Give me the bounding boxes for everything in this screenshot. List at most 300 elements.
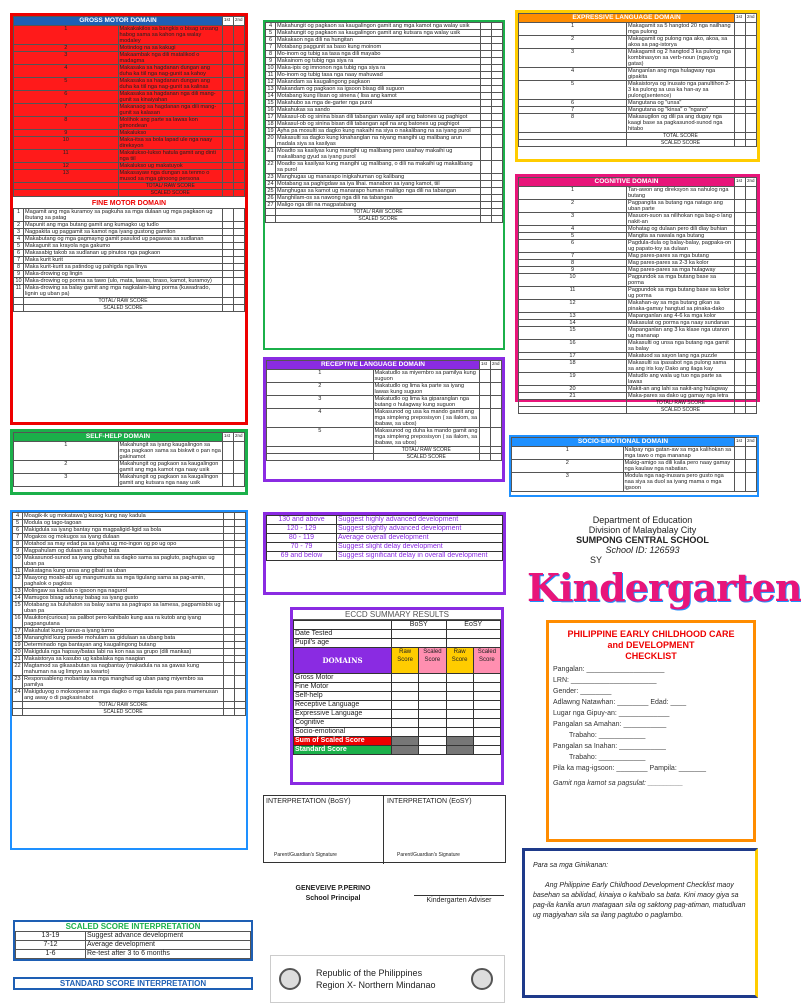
score-1st-cell[interactable]	[223, 130, 234, 137]
item-number: 4	[14, 236, 24, 243]
item-text: Moadto sa kasilyas kung mangihi ug malibang pero usahay makaihi ug makalibang gyud sa iyang purol	[276, 148, 481, 161]
score-1st-cell[interactable]	[481, 30, 492, 37]
score-2nd-cell[interactable]	[234, 104, 245, 117]
score-1st-cell[interactable]	[223, 278, 234, 285]
score-1st-cell[interactable]	[481, 72, 492, 79]
score-1st-cell[interactable]	[735, 114, 746, 133]
item-text: Makahungit sa iyang kaugalingon sa mga pagkaon sama sa biskwit o pan nga gakinamot	[119, 442, 221, 460]
score-2nd-cell[interactable]	[746, 393, 757, 400]
score-1st-cell[interactable]	[223, 65, 234, 78]
scaled-cell[interactable]	[419, 728, 446, 737]
score-1st-cell[interactable]	[224, 520, 235, 527]
item-text: Motindog na sa kakugi	[118, 45, 223, 52]
score-2nd-cell[interactable]	[235, 568, 246, 575]
score-2nd-cell[interactable]	[235, 588, 246, 595]
score-2nd-cell[interactable]	[234, 26, 245, 45]
score-2nd-cell[interactable]	[234, 209, 245, 222]
score-2nd-cell[interactable]	[492, 202, 503, 209]
score-2nd-cell[interactable]	[746, 213, 757, 226]
score-1st-cell[interactable]	[223, 170, 234, 183]
score-1st-cell[interactable]	[223, 229, 234, 236]
score-1st-cell[interactable]	[735, 313, 746, 320]
score-1st-cell[interactable]	[735, 226, 746, 233]
score-2nd-cell[interactable]	[234, 163, 245, 170]
score-2nd-cell[interactable]	[491, 370, 502, 383]
score-1st-cell[interactable]	[481, 58, 492, 65]
score-1st-cell[interactable]	[735, 100, 746, 107]
scaled-cell[interactable]	[473, 728, 500, 737]
domain-title: EXPRESSIVE LANGUAGE DOMAIN	[519, 14, 735, 23]
score-1st-cell[interactable]	[481, 181, 492, 188]
score-1st-cell[interactable]	[481, 195, 492, 202]
score-2nd-cell[interactable]	[234, 285, 245, 298]
score-2nd-cell[interactable]	[746, 267, 757, 274]
score-2nd-cell[interactable]	[492, 174, 503, 181]
score-2nd-cell[interactable]	[235, 642, 246, 649]
item-number: 4	[13, 513, 23, 520]
score-1st-cell[interactable]	[481, 86, 492, 93]
score-2nd-cell[interactable]	[235, 628, 246, 635]
item-number: 2	[512, 460, 624, 473]
score-2nd-cell[interactable]	[492, 188, 503, 195]
score-1st-cell[interactable]	[224, 548, 235, 555]
score-2nd-cell[interactable]	[746, 226, 757, 233]
item-number: 14	[519, 320, 627, 327]
score-1st-cell[interactable]	[481, 202, 492, 209]
score-1st-cell[interactable]	[735, 68, 746, 81]
checklist-row	[14, 285, 245, 298]
score-1st-cell[interactable]	[224, 575, 235, 588]
score-1st-cell[interactable]	[735, 473, 746, 492]
score-2nd-cell[interactable]	[234, 78, 245, 91]
score-1st-cell[interactable]	[481, 23, 492, 30]
score-2nd-cell[interactable]	[492, 135, 503, 148]
receptive-box	[263, 357, 505, 482]
score-1st-cell[interactable]	[735, 23, 746, 36]
raw-cell[interactable]	[392, 710, 419, 719]
score-1st-cell[interactable]	[735, 36, 746, 49]
age-eosy-cell[interactable]	[446, 639, 501, 648]
score-1st-cell[interactable]	[223, 117, 234, 130]
score-2nd-cell[interactable]	[746, 68, 757, 81]
score-1st-cell[interactable]	[481, 107, 492, 114]
score-1st-cell[interactable]	[735, 260, 746, 267]
score-2nd-cell[interactable]	[235, 602, 246, 615]
score-1st-cell[interactable]	[224, 676, 235, 689]
score-1st-cell[interactable]	[735, 340, 746, 353]
score-1st-cell[interactable]	[480, 409, 491, 428]
sy-label: SY	[590, 555, 603, 565]
score-2nd-cell[interactable]	[746, 360, 757, 373]
raw-cell[interactable]	[446, 719, 473, 728]
score-2nd-cell[interactable]	[234, 257, 245, 264]
score-1st-cell[interactable]	[481, 114, 492, 121]
scaled-cell[interactable]	[419, 710, 446, 719]
footer-line2: Region X- Northern Mindanao	[316, 980, 436, 990]
score-2nd-cell[interactable]	[235, 663, 246, 676]
date-eosy-cell[interactable]	[446, 630, 501, 639]
item-text: Mo-inom og tubig sa tasa nga dili mayabo	[276, 51, 481, 58]
score-1st-cell[interactable]	[735, 253, 746, 260]
score-1st-cell[interactable]	[224, 649, 235, 656]
score-2nd-cell[interactable]	[234, 243, 245, 250]
score-1st-cell[interactable]	[223, 257, 234, 264]
score-2nd-cell[interactable]	[492, 128, 503, 135]
score-1st-cell[interactable]	[735, 393, 746, 400]
score-2nd-cell[interactable]	[492, 121, 503, 128]
item-text: Makasulat og porma nga naay sundanan	[627, 320, 735, 327]
score-2nd-cell[interactable]	[746, 287, 757, 300]
score-1st-cell[interactable]	[224, 615, 235, 628]
score-1st-cell[interactable]	[735, 300, 746, 313]
score-1st-cell[interactable]	[224, 663, 235, 676]
score-1st-cell[interactable]	[224, 595, 235, 602]
score-2nd-cell[interactable]	[234, 222, 245, 229]
score-2nd-cell[interactable]	[234, 170, 245, 183]
score-2nd-cell[interactable]	[234, 442, 245, 461]
raw-cell[interactable]	[446, 701, 473, 710]
score-2nd-cell[interactable]	[234, 130, 245, 137]
score-1st-cell[interactable]	[481, 188, 492, 195]
score-2nd-cell[interactable]	[234, 264, 245, 271]
item-number: 3	[14, 52, 119, 65]
score-2nd-cell[interactable]	[746, 107, 757, 114]
score-2nd-cell[interactable]	[492, 44, 503, 51]
score-1st-cell[interactable]	[481, 44, 492, 51]
score-1st-cell[interactable]	[735, 240, 746, 253]
item-text: Motabang paggunit sa baso kung moinom	[276, 44, 481, 51]
score-2nd-cell[interactable]	[492, 86, 503, 93]
score-2nd-cell[interactable]	[235, 534, 246, 541]
score-2nd-cell[interactable]	[492, 161, 503, 174]
score-2nd-cell[interactable]	[746, 187, 757, 200]
score-2nd-cell[interactable]	[234, 474, 245, 487]
score-1st-cell[interactable]	[224, 656, 235, 663]
score-1st-cell[interactable]	[481, 161, 492, 174]
checklist-row	[266, 195, 503, 202]
score-2nd-cell[interactable]	[746, 313, 757, 320]
scaled-cell[interactable]	[473, 692, 500, 701]
checklist-row	[13, 575, 246, 588]
score-2nd-cell[interactable]	[746, 373, 757, 386]
scaled-cell[interactable]	[473, 719, 500, 728]
score-2nd-cell[interactable]	[746, 353, 757, 360]
item-text: Responsableng mobantay sa mga manghud ug uban pang miyembro sa pamilya	[23, 676, 224, 689]
score-1st-cell[interactable]	[224, 555, 235, 568]
legend-row	[267, 516, 503, 525]
score-2nd-cell[interactable]	[746, 49, 757, 68]
item-number: 6	[519, 100, 627, 107]
score-2nd-cell[interactable]	[492, 93, 503, 100]
score-1st-cell[interactable]	[224, 588, 235, 595]
item-number: 9	[519, 267, 627, 274]
score-1st-cell[interactable]	[481, 65, 492, 72]
legend-row	[267, 552, 503, 561]
score-1st-cell[interactable]	[223, 78, 234, 91]
socio-box	[509, 435, 759, 497]
score-1st-cell[interactable]	[223, 26, 234, 45]
score-1st-cell[interactable]	[224, 689, 235, 702]
score-2nd-cell[interactable]	[234, 461, 245, 474]
score-1st-cell[interactable]	[481, 121, 492, 128]
score-1st-cell[interactable]	[224, 568, 235, 575]
score-2nd-cell[interactable]	[746, 460, 757, 473]
score-2nd-cell[interactable]	[234, 278, 245, 285]
age-bosy-cell[interactable]	[392, 639, 447, 648]
score-2nd-cell[interactable]	[746, 340, 757, 353]
score-1st-cell[interactable]	[735, 386, 746, 393]
score-2nd-cell[interactable]	[234, 250, 245, 257]
score-2nd-cell[interactable]	[234, 117, 245, 130]
score-1st-cell[interactable]	[735, 460, 746, 473]
score-1st-cell[interactable]	[481, 128, 492, 135]
date-bosy-cell[interactable]	[392, 630, 447, 639]
score-2nd-cell[interactable]	[746, 100, 757, 107]
score-2nd-cell[interactable]	[491, 396, 502, 409]
score-2nd-cell[interactable]	[492, 72, 503, 79]
score-2nd-cell[interactable]	[235, 541, 246, 548]
scaled-cell[interactable]	[473, 674, 500, 683]
score-2nd-cell[interactable]	[234, 271, 245, 278]
dept-name: Department of Education	[592, 515, 693, 525]
scaled-cell[interactable]	[473, 701, 500, 710]
score-1st-cell[interactable]	[481, 174, 492, 181]
legend-row	[267, 534, 503, 543]
score-2nd-cell[interactable]	[492, 79, 503, 86]
score-2nd-cell[interactable]	[234, 236, 245, 243]
score-1st-cell[interactable]	[223, 264, 234, 271]
score-1st-cell[interactable]	[224, 527, 235, 534]
scaled-cell[interactable]	[473, 710, 500, 719]
score-1st-cell[interactable]	[223, 461, 234, 474]
item-number: 10	[519, 274, 627, 287]
score-1st-cell[interactable]	[223, 271, 234, 278]
parent-note	[522, 848, 758, 998]
score-2nd-cell[interactable]	[235, 548, 246, 555]
raw-cell[interactable]	[392, 719, 419, 728]
score-1st-cell[interactable]	[223, 222, 234, 229]
score-1st-cell[interactable]	[481, 37, 492, 44]
score-2nd-cell[interactable]	[746, 240, 757, 253]
score-1st-cell[interactable]	[223, 150, 234, 163]
score-2nd-cell[interactable]	[746, 320, 757, 327]
item-text: Pagpundok sa mga butang base sa porma	[627, 274, 735, 287]
score-1st-cell[interactable]	[480, 428, 491, 447]
raw-cell[interactable]	[446, 728, 473, 737]
item-text: Makahulat kung kanus-a iyang turno	[23, 628, 224, 635]
raw-cell[interactable]	[392, 674, 419, 683]
score-2nd-cell[interactable]	[234, 137, 245, 150]
score-1st-cell[interactable]	[224, 642, 235, 649]
score-2nd-cell[interactable]	[235, 527, 246, 534]
score-2nd-cell[interactable]	[492, 114, 503, 121]
score-2nd-cell[interactable]	[492, 100, 503, 107]
score-2nd-cell[interactable]	[234, 91, 245, 104]
checklist-row	[13, 689, 246, 702]
score-1st-cell[interactable]	[735, 373, 746, 386]
score-2nd-cell[interactable]	[491, 409, 502, 428]
score-2nd-cell[interactable]	[492, 195, 503, 202]
item-number: 21	[14, 656, 21, 662]
score-2nd-cell[interactable]	[234, 229, 245, 236]
score-1st-cell[interactable]	[735, 49, 746, 68]
score-1st-cell[interactable]	[735, 107, 746, 114]
score-2nd-cell[interactable]	[235, 676, 246, 689]
score-2nd-cell[interactable]	[492, 148, 503, 161]
score-1st-cell[interactable]	[223, 243, 234, 250]
score-1st-cell[interactable]	[224, 628, 235, 635]
score-1st-cell[interactable]	[735, 200, 746, 213]
score-2nd-cell[interactable]	[492, 30, 503, 37]
score-2nd-cell[interactable]	[491, 383, 502, 396]
score-2nd-cell[interactable]	[746, 36, 757, 49]
score-2nd-cell[interactable]	[492, 23, 503, 30]
score-1st-cell[interactable]	[735, 327, 746, 340]
score-1st-cell[interactable]	[480, 396, 491, 409]
score-2nd-cell[interactable]	[746, 200, 757, 213]
score-1st-cell[interactable]	[223, 236, 234, 243]
raw-cell[interactable]	[446, 692, 473, 701]
score-2nd-cell[interactable]	[235, 595, 246, 602]
score-1st-cell[interactable]	[735, 267, 746, 274]
score-2nd-cell[interactable]	[746, 81, 757, 100]
raw-cell[interactable]	[392, 701, 419, 710]
raw-cell[interactable]	[446, 674, 473, 683]
score-2nd-cell[interactable]	[746, 386, 757, 393]
score-2nd-cell[interactable]	[746, 473, 757, 492]
score-2nd-cell[interactable]	[234, 150, 245, 163]
checklist-row	[266, 30, 503, 37]
score-1st-cell[interactable]	[735, 233, 746, 240]
score-1st-cell[interactable]	[735, 187, 746, 200]
score-2nd-cell[interactable]	[492, 37, 503, 44]
score-1st-cell[interactable]	[223, 285, 234, 298]
scaled-meaning: Suggest advance development	[86, 932, 251, 941]
score-2nd-cell[interactable]	[746, 233, 757, 240]
score-2nd-cell[interactable]	[234, 65, 245, 78]
score-1st-cell[interactable]	[480, 383, 491, 396]
checklist-row	[14, 461, 245, 474]
item-text: Mo-inom og tubig tasa nga naay mahuwad	[276, 72, 481, 79]
score-1st-cell[interactable]	[223, 442, 234, 461]
score-1st-cell[interactable]	[481, 135, 492, 148]
item-number: 1	[267, 370, 374, 383]
score-1st-cell[interactable]	[223, 45, 234, 52]
scaled-cell[interactable]	[419, 701, 446, 710]
score-1st-cell[interactable]	[735, 287, 746, 300]
score-1st-cell[interactable]	[223, 163, 234, 170]
score-2nd-cell[interactable]	[746, 260, 757, 267]
score-1st-cell[interactable]	[481, 79, 492, 86]
score-1st-cell[interactable]	[735, 360, 746, 373]
scaled-cell[interactable]	[473, 683, 500, 692]
score-1st-cell[interactable]	[735, 213, 746, 226]
score-1st-cell[interactable]	[224, 602, 235, 615]
total-label: TOTAL/ RAW SCORE	[276, 209, 481, 216]
score-1st-cell[interactable]	[223, 52, 234, 65]
score-1st-cell[interactable]	[481, 93, 492, 100]
scaled-interp-row	[16, 950, 251, 959]
raw-cell[interactable]	[392, 683, 419, 692]
scaled-cell[interactable]	[419, 719, 446, 728]
score-1st-cell[interactable]	[481, 148, 492, 161]
score-2nd-cell[interactable]	[491, 428, 502, 447]
score-1st-cell[interactable]	[735, 353, 746, 360]
score-2nd-cell[interactable]	[235, 635, 246, 642]
score-2nd-cell[interactable]	[746, 447, 757, 460]
score-1st-cell[interactable]	[223, 474, 234, 487]
scaled-cell[interactable]	[419, 692, 446, 701]
score-2nd-cell[interactable]	[235, 615, 246, 628]
raw-cell[interactable]	[392, 728, 419, 737]
score-2nd-cell[interactable]	[235, 513, 246, 520]
item-text: Makalukso-lukso hatula gamit ang dinti nga tiil	[118, 150, 223, 163]
item-text: Motabang sa paghigdaw sa iya lihai. manabon sa iyang kamot, tiil	[276, 181, 481, 188]
score-2nd-cell[interactable]	[235, 656, 246, 663]
domain-name: Cognitive	[294, 719, 392, 728]
score-2nd-cell[interactable]	[746, 274, 757, 287]
scaled-cell[interactable]	[419, 683, 446, 692]
item-text: Manghugas ug manarapo inigkahuman og kalibang	[276, 174, 481, 181]
score-1st-cell[interactable]	[224, 635, 235, 642]
item-number: 7	[519, 253, 627, 260]
score-1st-cell[interactable]	[223, 209, 234, 222]
score-1st-cell[interactable]	[481, 51, 492, 58]
score-2nd-cell[interactable]	[235, 649, 246, 656]
score-1st-cell[interactable]	[735, 274, 746, 287]
score-2nd-cell[interactable]	[492, 107, 503, 114]
score-1st-cell[interactable]	[735, 447, 746, 460]
score-2nd-cell[interactable]	[235, 575, 246, 588]
score-1st-cell[interactable]	[224, 534, 235, 541]
score-1st-cell[interactable]	[223, 104, 234, 117]
pupil-age-label: Pupil's age	[294, 639, 392, 648]
checklist-row	[14, 163, 245, 170]
score-1st-cell[interactable]	[480, 370, 491, 383]
checklist-row	[14, 91, 245, 104]
score-2nd-cell[interactable]	[746, 114, 757, 133]
score-2nd-cell[interactable]	[492, 58, 503, 65]
score-2nd-cell[interactable]	[234, 52, 245, 65]
checklist-row	[13, 541, 246, 548]
score-2nd-cell[interactable]	[235, 520, 246, 527]
score-1st-cell[interactable]	[224, 541, 235, 548]
score-2nd-cell[interactable]	[492, 51, 503, 58]
scaled-cell[interactable]	[419, 674, 446, 683]
score-1st-cell[interactable]	[224, 513, 235, 520]
score-2nd-cell[interactable]	[234, 45, 245, 52]
score-1st-cell[interactable]	[735, 320, 746, 327]
score-1st-cell[interactable]	[223, 137, 234, 150]
score-2nd-cell[interactable]	[235, 689, 246, 702]
score-2nd-cell[interactable]	[235, 555, 246, 568]
score-2nd-cell[interactable]	[746, 327, 757, 340]
score-2nd-cell[interactable]	[746, 300, 757, 313]
score-2nd-cell[interactable]	[492, 181, 503, 188]
raw-cell[interactable]	[392, 692, 419, 701]
score-2nd-cell[interactable]	[746, 23, 757, 36]
score-2nd-cell[interactable]	[492, 65, 503, 72]
score-2nd-cell[interactable]	[746, 253, 757, 260]
total-label: TOTAL/ RAW SCORE	[118, 183, 223, 190]
score-1st-cell[interactable]	[481, 100, 492, 107]
score-1st-cell[interactable]	[223, 250, 234, 257]
score-1st-cell[interactable]	[735, 81, 746, 100]
raw-cell[interactable]	[446, 683, 473, 692]
raw-cell[interactable]	[446, 710, 473, 719]
score-1st-cell[interactable]	[223, 91, 234, 104]
summary-row	[294, 692, 501, 701]
